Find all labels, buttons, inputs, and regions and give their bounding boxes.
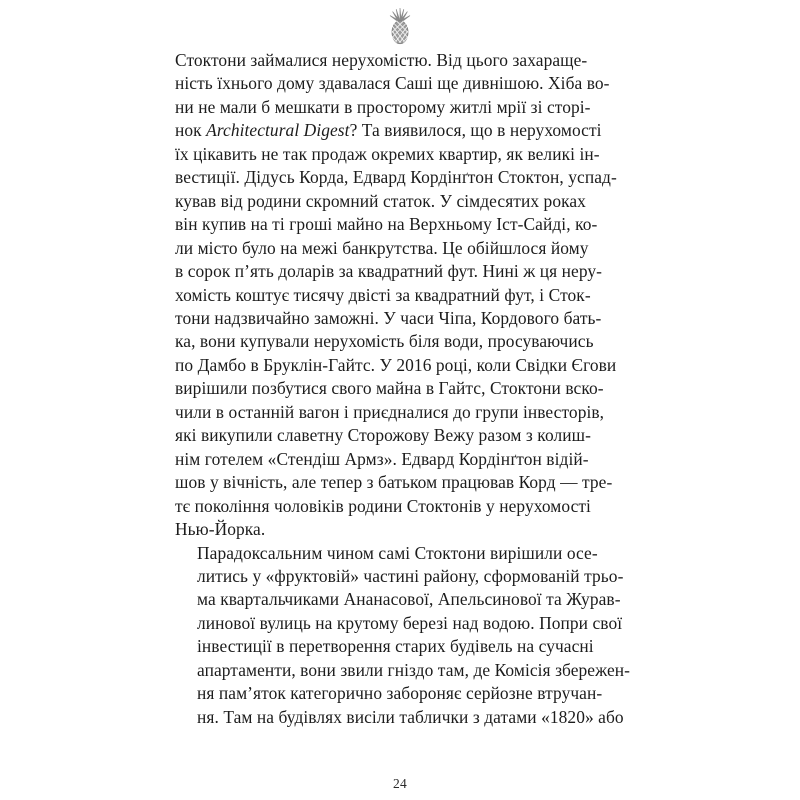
text-line: в сорок п’ять доларів за квадратний фут. Нині ж ця неру- — [175, 261, 603, 282]
text-line: ня. Там на будівлях висіли таблички з датами «1820» або — [197, 706, 624, 727]
text-line: які викупили славетну Сторожову Вежу разом з колиш- — [175, 425, 591, 446]
text-line: кував від родини скромний статок. У сімдесятих роках — [175, 190, 586, 211]
text-line: інвестиції в перетворення старих будівель на сучасні — [197, 636, 594, 657]
text-line: вирішили позбутися свого майна в Гайтс, Стоктони вско- — [175, 378, 604, 399]
text-line: чили в останній вагон і приєдналися до групи інвесторів, — [175, 401, 605, 422]
text-line: Стоктони займалися нерухомістю. Від цього захараще- — [175, 50, 588, 70]
text-line: шов у вічність, але тепер з батьком працював Корд — тре- — [175, 472, 613, 493]
text-line: ма квартальчиками Ананасової, Апельсинової та Журав- — [197, 589, 621, 610]
body-text — [175, 49, 631, 729]
text-line: тони надзвичайно заможні. У часи Чіпа, Кордового бать- — [175, 307, 602, 328]
text-line: нім готелем «Стендіш Армз». Едвард Кордінґтон відій- — [175, 448, 589, 469]
text-line: нок Architectural Digest? Та виявилося, що в нерухомості — [175, 120, 602, 141]
text-line: ність їхнього дому здавалася Саші ще дивнішою. Хіба во- — [175, 73, 610, 94]
text-line: ни не мали б мешкати в просторому житлі мрії зі сторі- — [175, 96, 591, 117]
paragraph-1 — [175, 49, 626, 542]
text-line: хомість коштує тисячу двісті за квадратний фут, і Сток- — [175, 284, 591, 305]
text-line: він купив на ті гроші майно на Верхньому Іст-Сайді, ко- — [175, 214, 598, 235]
pineapple-icon — [383, 7, 417, 45]
text-line: ка, вони купували нерухомість біля води, просуваючись — [175, 331, 594, 352]
ornament-container — [0, 6, 800, 46]
text-line: линової вулиць на крутому березі над водою. Попри свої — [197, 612, 623, 633]
text-line: Нью-Йорка. — [175, 519, 266, 540]
page-number: 24 — [392, 776, 408, 791]
text-line: ли місто було на межі банкрутства. Це обійшлося йому — [175, 237, 589, 258]
text-line: литись у «фруктовій» частині району, сформованій трьо- — [197, 565, 624, 586]
text-line: вестиції. Дідусь Корда, Едвард Кордінґтон Стоктон, успад- — [175, 167, 617, 188]
text-line: тє покоління чоловіків родини Стоктонів у нерухомості — [175, 495, 591, 516]
italic-title: Architectural Digest — [206, 120, 350, 141]
text-line: ня пам’яток категорично забороняє серйозне втручан- — [197, 683, 603, 704]
text-line: апартаменти, вони звили гніздо там, де Комісія збережен- — [197, 659, 631, 680]
paragraph-2 — [175, 542, 631, 730]
text-line: їх цікавить не так продаж окремих квартир, як великі ін- — [175, 143, 600, 164]
text-line: Парадоксальним чином самі Стоктони вирішили осе- — [197, 542, 598, 563]
text-line: по Дамбо в Бруклін-Гайтс. У 2016 році, коли Свідки Єгови — [175, 354, 617, 375]
